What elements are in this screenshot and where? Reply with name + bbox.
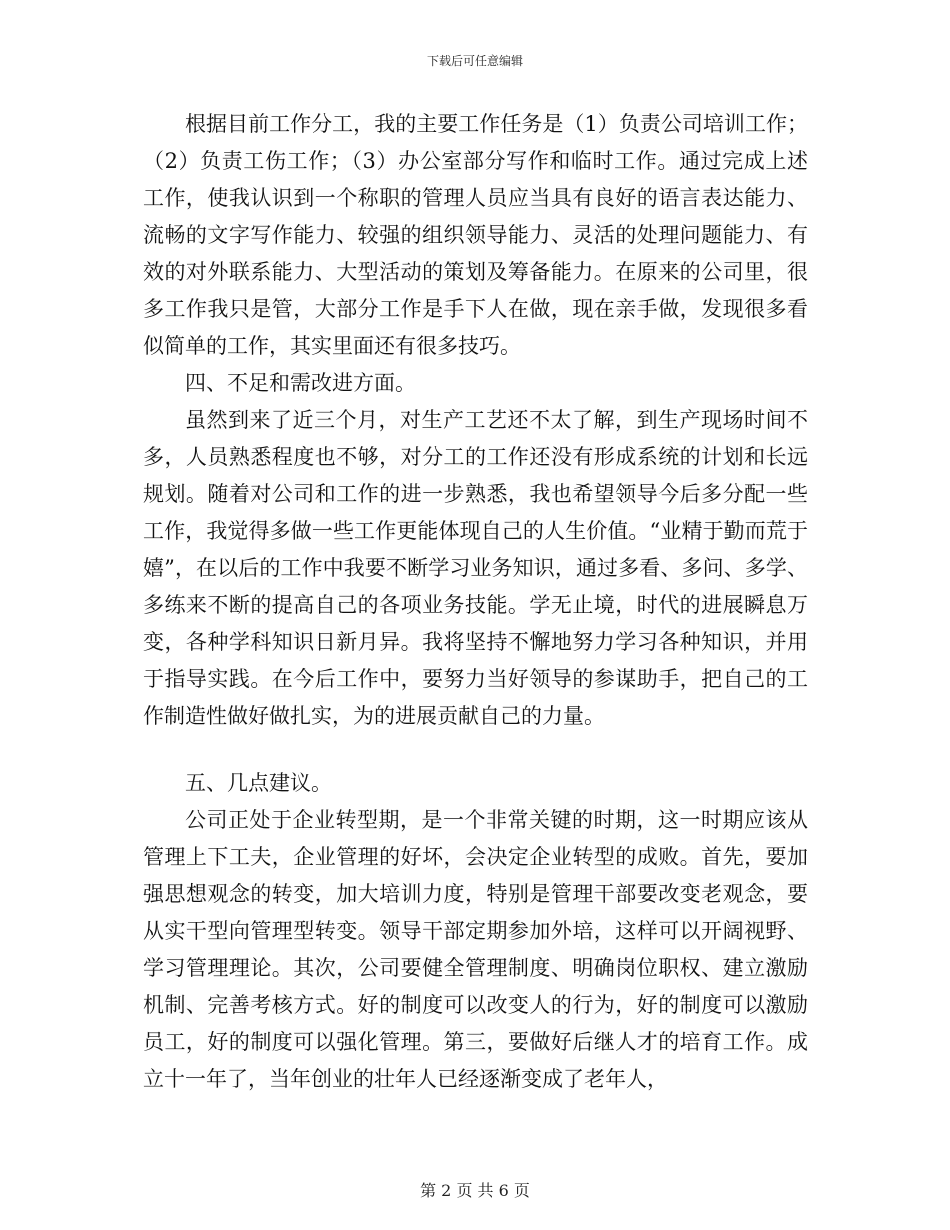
paragraph-gap bbox=[143, 735, 808, 765]
document-body bbox=[143, 106, 808, 1098]
page-footer: 第 2 页 共 6 页 bbox=[420, 1181, 530, 1200]
heading-suggestions: 五、几点建议。 bbox=[185, 771, 332, 795]
heading-shortcomings: 四、不足和需改进方面。 bbox=[185, 371, 416, 395]
paragraph-shortcomings: 虽然到来了近三个月，对生产工艺还不太了解，到生产现场时间不多，人员熟悉程度也不够，对分工的工作还没有形成系统的计划和长远规划。随着对公司和工作的进一步熟悉，我也希望领导今后多分配一些工作，我觉得多做一些工作更能体现自己的人生价值。“业精于勤而荒于嬉”，在以后的工作中我要不断学习业务知识，通过多看、多问、多学、多练来不断的提高自己的各项业务技能。学无止境，时代的进展瞬息万变，各种学科知识日新月异。我将坚持不懈地努力学习各种知识，并用于指导实践。在今后工作中，要努力当好领导的参谋助手，把自己的工作制造性做好做扎实，为的进展贡献自己的力量。 bbox=[143, 408, 808, 728]
paragraph-suggestions: 公司正处于企业转型期，是一个非常关键的时期，这一时期应该从管理上下工夫，企业管理的好坏，会决定企业转型的成败。首先，要加强思想观念的转变，加大培训力度，特别是管理干部要改变老观念，要从实干型向管理型转变。领导干部定期参加外培，这样可以开阔视野、学习管理理论。其次，公司要健全管理制度、明确岗位职权、建立激励机制、完善考核方式。好的制度可以改变人的行为，好的制度可以激励员工，好的制度可以强化管理。第三，要做好后继人才的培育工作。成立十一年了，当年创业的壮年人已经逐渐变成了老年人， bbox=[143, 808, 808, 1091]
paragraph-work-tasks: 根据目前工作分工，我的主要工作任务是（1）负责公司培训工作；（2）负责工伤工作；（3）办公室部分写作和临时工作。通过完成上述工作，使我认识到一个称职的管理人员应当具有良好的语言表达能力、流畅的文字写作能力、较强的组织领导能力、灵活的处理问题能力、有效的对外联系能力、大型活动的策划及筹备能力。在原来的公司里，很多工作我只是管，大部分工作是手下人在做，现在亲手做，发现很多看似简单的工作，其实里面还有很多技巧。 bbox=[143, 112, 808, 358]
page-header: 下载后可任意编辑 bbox=[426, 54, 523, 68]
